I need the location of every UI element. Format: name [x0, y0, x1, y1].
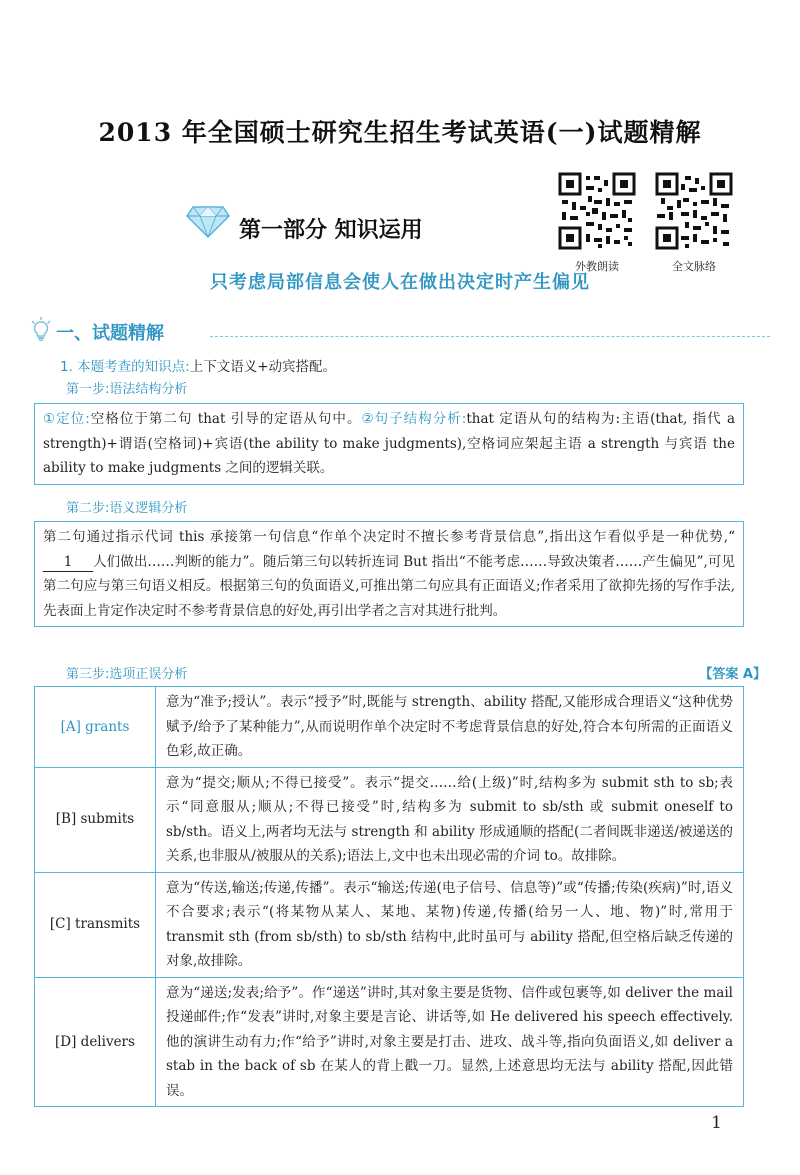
locate-text: 空格位于第二句 that 引导的定语从句中。 [89, 411, 362, 427]
question-prefix: 1. 本题考查的知识点: [60, 359, 190, 375]
section-divider [210, 336, 770, 337]
qr-code-icon[interactable] [655, 172, 733, 250]
option-name: [D] delivers [35, 977, 156, 1107]
option-analysis: 意为“准予;授认”。表示“授予”时,既能与 strength、ability 搭配,又能形成合理语义“这种优势赋予/给予了某种能力”,从而说明作单个决定时不考虑背景信息的好处,符合本句所需的正面语义色彩,故正确。 [156, 687, 744, 768]
structure-text: that 定语从句的结构为:主语(that, 指代 a strength)+谓语(空格词)+宾语(the ability to make judgments),空格词应架起主语 a strength 与宾语 the ability to make judgments 之间的逻辑关联。 [43, 411, 735, 476]
qr-code-block-reading [558, 172, 636, 274]
lightbulb-icon [30, 316, 52, 342]
step3-label: 第三步:选项正误分析 [66, 667, 188, 682]
option-row-c [35, 872, 744, 977]
option-analysis: 意为“递送;发表;给予”。作“递送”讲时,其对象主要是货物、信件或包裹等,如 deliver the mail 投递邮件;作“发表”讲时,对象主要是言论、讲话等,如 He delivered his speech effectively. 他的演讲生动有力;作“给予”讲时,对象主要是打击、进攻、战斗等,指向负面语义,如 deliver a stab in the back of sb 在某人的背上戳一刀。显然,上述意思均无法与 ability 搭配,因此错误。 [156, 977, 744, 1107]
answer-label: 【答案 A】 [699, 667, 766, 682]
qr-code-icon[interactable] [558, 172, 636, 250]
step2-label: 第二步:语义逻辑分析 [66, 501, 188, 516]
structure-label: ②句子结构分析: [361, 411, 467, 427]
section-heading [30, 316, 770, 346]
question-knowledge-points [60, 355, 336, 379]
page-number: 1 [711, 1113, 722, 1133]
part-heading [185, 205, 485, 249]
diamond-icon [185, 205, 231, 239]
section-title: 一、试题精解 [56, 323, 164, 344]
option-name: [A] grants [35, 687, 156, 768]
option-row-d [35, 977, 744, 1107]
step2-box [34, 521, 744, 627]
option-analysis: 意为“传送,输送;传递,传播”。表示“输送;传递(电子信号、信息等)”或“传播;传染(疾病)”时,语义不合要求;表示“(将某物从某人、某地、某物)传递,传播(给另一人、地、物)”时,常用于 transmit sth (from sb/sth) to sb/sth 结构中,此时虽可与 ability 搭配,但空格后缺乏传递的对象,故排除。 [156, 872, 744, 977]
option-row-a [35, 687, 744, 768]
qr-label: 全文脉络 [672, 260, 716, 273]
option-row-b [35, 767, 744, 872]
options-table [34, 686, 744, 1107]
step2-text-before: 第二句通过指示代词 this 承接第一句信息“作单个决定时不擅长参考背景信息”,指出这乍看似乎是一种优势,“ [43, 529, 735, 545]
option-analysis: 意为“提交;顺从;不得已接受”。表示“提交……给(上级)”时,结构多为 submit sth to sb;表示“同意服从;顺从;不得已接受”时,结构多为 submit to sb/sth 或 submit oneself to sb/sth。语义上,两者均无法与 strength 和 ability 形成通顺的搭配(二者间既非递送/被递送的关系,也非服从/被服从的关系);语法上,文中也未出现必需的介词 to。故排除。 [156, 767, 744, 872]
part-title: 第一部分 知识运用 [239, 218, 423, 243]
passage-subtitle: 只考虑局部信息会使人在做出决定时产生偏见 [210, 272, 590, 293]
blank-number: 1 [43, 553, 93, 572]
page-title: 2013 年全国硕士研究生招生考试英语(一)试题精解 [98, 118, 702, 147]
question-points: 上下文语义+动宾搭配。 [189, 359, 337, 375]
step1-label: 第一步:语法结构分析 [66, 382, 188, 397]
option-name: [C] transmits [35, 872, 156, 977]
locate-label: ①定位: [43, 411, 90, 427]
step2-text-after: 人们做出……判断的能力”。随后第三句以转折连词 But 指出“不能考虑……导致决策者……产生偏见”,可见第二句应与第三句语义相反。根据第三句的负面语义,可推出第二句应具有正面语义;作者采用了欲抑先扬的写作手法,先表面上肯定作决定时不参考背景信息的好处,再引出学者之言对其进行批判。 [43, 553, 735, 619]
step1-box [34, 403, 744, 485]
qr-code-block-outline [655, 172, 733, 274]
qr-label: 外教朗读 [575, 260, 619, 273]
option-name: [B] submits [35, 767, 156, 872]
